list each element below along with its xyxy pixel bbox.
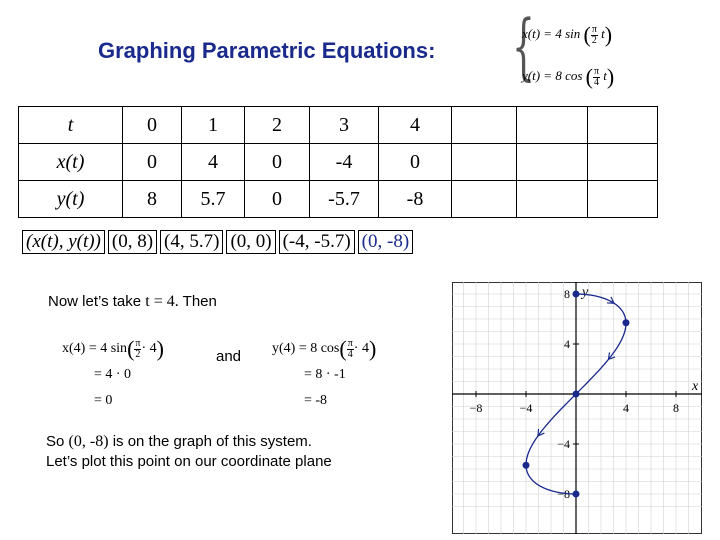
y-equation xyxy=(522,64,614,90)
row-label xyxy=(19,107,123,144)
row-label-text: t xyxy=(67,113,74,136)
row-label-text: y(t) xyxy=(56,187,85,210)
ordered-pair: (0, 8) xyxy=(108,230,157,254)
table-cell: 0 xyxy=(123,107,182,144)
table-row xyxy=(19,144,658,181)
close-paren: ) xyxy=(606,64,615,89)
take-prefix: Now let’s take xyxy=(48,293,142,310)
x-work-line2: = 4 · 0 xyxy=(94,367,132,383)
x-equation-var: t xyxy=(601,25,605,41)
x-equation xyxy=(522,22,612,48)
equation-system xyxy=(512,4,642,94)
table-cell xyxy=(517,144,588,181)
take-statement xyxy=(48,293,217,311)
x-equation-fraction xyxy=(591,25,598,46)
row-label-text: x(t) xyxy=(56,150,85,173)
x-fraction-den: 2 xyxy=(591,34,597,46)
x-work-line3: = 0 xyxy=(94,393,113,409)
table-cell xyxy=(452,107,517,144)
table-cell: -5.7 xyxy=(310,181,379,218)
row-label xyxy=(19,181,123,218)
data-point xyxy=(573,391,580,398)
close-paren: ) xyxy=(604,22,613,47)
table-cell xyxy=(452,144,517,181)
table-cell: 1 xyxy=(182,107,245,144)
ordered-pair: (-4, -5.7) xyxy=(279,230,355,254)
open-paren: ( xyxy=(339,336,347,361)
conclusion-line1 xyxy=(46,432,332,452)
and-text: and xyxy=(216,348,242,365)
x-tick-label: 4 xyxy=(623,401,629,415)
table-cell xyxy=(588,181,658,218)
x-work-rhs: · 4 xyxy=(141,341,157,357)
y-work-line2: = 8 · -1 xyxy=(304,367,346,383)
ordered-pair: (0, -8) xyxy=(358,230,413,254)
data-point xyxy=(623,319,630,326)
ordered-pair-label: (x(t), y(t)) xyxy=(22,230,105,254)
x-axis-label: x xyxy=(692,379,699,394)
close-paren: ) xyxy=(368,336,377,361)
y-tick-label: 4 xyxy=(564,337,570,351)
data-point xyxy=(523,462,530,469)
ordered-pairs-row xyxy=(22,230,416,254)
open-paren: ( xyxy=(127,336,135,361)
y-work-lhs: y(4) = 8 cos xyxy=(272,341,340,357)
conclusion-prefix: So xyxy=(46,433,65,450)
x-tick-label: 8 xyxy=(673,401,679,415)
x-tick-label: −4 xyxy=(519,401,533,415)
y-fraction-den: 4 xyxy=(594,76,600,88)
conclusion-line2: Let’s plot this point on our coordinate plane xyxy=(46,453,332,470)
y-work-num: π xyxy=(347,337,353,349)
x-equation-lhs: x(t) = 4 sin xyxy=(522,25,581,41)
y-equation-var: t xyxy=(603,67,607,83)
table-cell: 4 xyxy=(379,107,452,144)
ordered-pair: (4, 5.7) xyxy=(160,230,223,254)
system-brace: { xyxy=(512,4,535,88)
table-cell xyxy=(517,107,588,144)
x-work xyxy=(62,336,164,414)
y-axis-label: y xyxy=(582,285,589,300)
table-row xyxy=(19,181,658,218)
open-paren: ( xyxy=(583,22,591,47)
table-cell xyxy=(517,181,588,218)
table-cell: -8 xyxy=(379,181,452,218)
x-work-num: π xyxy=(135,337,141,349)
open-paren: ( xyxy=(585,64,593,89)
data-point xyxy=(573,291,580,298)
page-title: Graphing Parametric Equations: xyxy=(98,38,436,63)
x-work-lhs: x(4) = 4 sin xyxy=(62,341,128,357)
data-point xyxy=(573,491,580,498)
y-work xyxy=(272,336,376,414)
table-cell: 2 xyxy=(245,107,310,144)
y-work-rhs: · 4 xyxy=(353,341,369,357)
table-cell xyxy=(588,144,658,181)
table-cell: -4 xyxy=(310,144,379,181)
table-cell xyxy=(588,107,658,144)
ordered-pair: (0, 0) xyxy=(226,230,275,254)
x-work-line1 xyxy=(62,336,164,362)
y-tick-label: −8 xyxy=(557,487,570,501)
table-cell: 0 xyxy=(123,144,182,181)
take-math: t = 4. xyxy=(145,293,179,310)
y-tick-label: −4 xyxy=(557,437,570,451)
y-equation-fraction xyxy=(593,67,600,88)
y-equation-lhs: y(t) = 8 cos xyxy=(522,67,583,83)
y-work-fraction xyxy=(347,339,354,360)
table-cell xyxy=(452,181,517,218)
conclusion-point: (0, -8) xyxy=(68,433,109,450)
table-cell: 0 xyxy=(379,144,452,181)
coordinate-plane xyxy=(452,282,702,534)
table-row xyxy=(19,107,658,144)
y-fraction-num: π xyxy=(593,65,600,77)
x-work-den: 2 xyxy=(135,348,141,360)
y-work-line3: = -8 xyxy=(304,393,328,409)
x-fraction-num: π xyxy=(591,23,597,35)
y-tick-label: 8 xyxy=(564,287,570,301)
table-cell: 0 xyxy=(245,144,310,181)
y-work-den: 4 xyxy=(347,348,353,360)
table-cell: 4 xyxy=(182,144,245,181)
take-suffix: Then xyxy=(182,293,217,310)
close-paren: ) xyxy=(156,336,164,361)
x-tick-label: −8 xyxy=(469,401,483,415)
conclusion-suffix: is on the graph of this system. xyxy=(112,433,312,450)
table-cell: 3 xyxy=(310,107,379,144)
table-cell: 0 xyxy=(245,181,310,218)
conclusion-text xyxy=(46,432,332,472)
values-table xyxy=(18,106,658,218)
row-label xyxy=(19,144,123,181)
y-work-line1 xyxy=(272,336,376,362)
table-cell: 8 xyxy=(123,181,182,218)
table-cell: 5.7 xyxy=(182,181,245,218)
